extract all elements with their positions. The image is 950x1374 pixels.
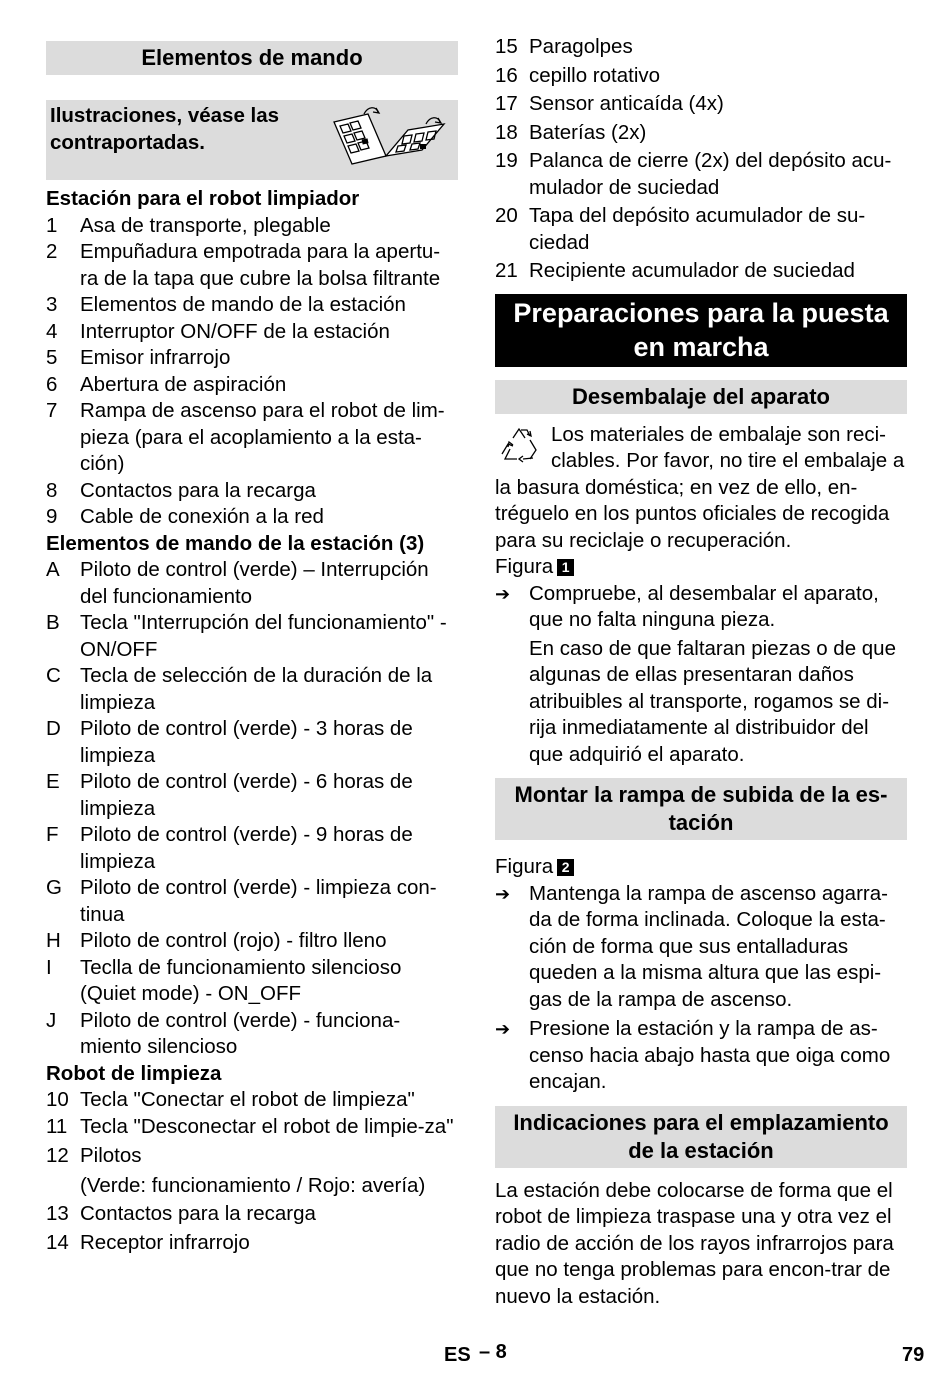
list-item: G Piloto de control (verde) - limpieza con-tinua [46, 876, 437, 926]
list-item: 14 Receptor infrarrojo [46, 1230, 250, 1254]
recycle-icon [497, 426, 541, 466]
list-item: 12 Pilotos [46, 1144, 142, 1167]
robot-items-list [46, 1087, 458, 1256]
list-item: 15 Paragolpes [495, 35, 633, 58]
list-item: 7 Rampa de ascenso para el robot de lim-pieza (para el acoplamiento a la esta-ción) [46, 399, 445, 475]
instruction-detail: En caso de que faltaran piezas o de que algunas de ellas presentaran daños atribuibles al transporte, rogamos se di-rija inmediatamente al distribuidor del que adquirió el aparato. [529, 636, 896, 766]
right-column [495, 0, 907, 1310]
section-heading-placement: Indicaciones para el emplazamiento de la estación [495, 1106, 907, 1168]
unpack-text: Los materiales de embalaje son reci-clables. Por favor, no tire el embalaje a la basura doméstica; en vez de ello, en-tréguelo en los puntos oficiales de recogida para su reciclaje o recuperación. [495, 422, 905, 552]
open-book-icon [326, 106, 450, 172]
instruction-text: Mantenga la rampa de ascenso agarra-da de forma inclinada. Coloque la esta-ción de forma que sus entalladuras queden a la misma altura que las espi-gas de la rampa de ascenso. [529, 881, 888, 1011]
figure-reference-2 [495, 854, 907, 881]
subheading-station-controls: Elementos de mando de la estación (3) [46, 531, 425, 555]
illustration-note-text: Ilustraciones, véase las contraportadas. [50, 104, 280, 154]
list-item: 17 Sensor anticaída (4x) [495, 92, 724, 115]
list-item: 21 Recipiente acumulador de suciedad [495, 259, 855, 282]
controls-items-list [46, 557, 458, 1061]
list-item: 18 Baterías (2x) [495, 120, 647, 144]
subheading-robot: Robot de limpieza [46, 1061, 222, 1085]
arrow-right-icon: ➔ [495, 883, 511, 904]
list-item: 10 Tecla "Conectar el robot de limpieza" [46, 1088, 415, 1111]
main-heading: Preparaciones para la puesta en marcha [495, 294, 907, 367]
station-items-list [46, 213, 458, 531]
figure-reference-1 [495, 554, 907, 581]
list-item: C Tecla de selección de la duración de la limpieza [46, 664, 433, 714]
footer-lang: ES [444, 1344, 471, 1366]
instruction-text: Compruebe, al desembalar el aparato, que no falta ninguna pieza. [529, 581, 879, 631]
list-item: 16 cepillo rotativo [495, 63, 661, 87]
figure-label: Figura [495, 555, 554, 578]
list-item: 8 Contactos para la recarga [46, 478, 316, 502]
figure-label: Figura [495, 855, 554, 878]
footer-local-page: – 8 [479, 1341, 507, 1363]
list-item: 13 Contactos para la recarga [46, 1202, 316, 1225]
section-heading-unpack: Desembalaje del aparato [495, 380, 907, 414]
subheading-station: Estación para el robot limpiador [46, 187, 360, 210]
instruction-step [495, 1016, 907, 1096]
arrow-right-icon: ➔ [495, 1019, 511, 1039]
arrow-right-icon: ➔ [495, 583, 511, 604]
list-item: I Teclla de funcionamiento silencioso (Quiet mode) - ON_OFF [46, 955, 402, 1005]
section-heading-ramp: Montar la rampa de subida de la es-tación [495, 778, 907, 840]
list-item: 6 Abertura de aspiración [46, 372, 287, 396]
list-item: 3 Elementos de mando de la estación [46, 293, 406, 316]
list-item: 9 Cable de conexión a la red [46, 505, 324, 528]
instruction-step [495, 581, 907, 634]
list-item: B Tecla "Interrupción del funcionamiento" - ON/OFF [46, 611, 447, 661]
page-number: 79 [902, 1344, 925, 1366]
list-item: H Piloto de control (rojo) - filtro lleno [46, 929, 387, 952]
list-item: 5 Emisor infrarrojo [46, 346, 231, 369]
instruction-step [495, 881, 907, 1014]
instruction-text: Presione la estación y la rampa de as-censo hacia abajo hasta que oiga como encajan. [529, 1017, 891, 1093]
list-item: J Piloto de control (verde) - funciona-miento silencioso [46, 1008, 401, 1058]
list-item: 11 Tecla "Desconectar el robot de limpie-za" [46, 1114, 454, 1138]
list-item: E Piloto de control (verde) - 6 horas de limpieza [46, 770, 413, 820]
list-item: 4 Interruptor ON/OFF de la estación [46, 319, 390, 343]
list-item: F Piloto de control (verde) - 9 horas de limpieza [46, 823, 413, 873]
unpack-paragraph [495, 422, 907, 555]
list-item: D Piloto de control (verde) - 3 horas de limpieza [46, 717, 413, 767]
left-column [46, 0, 458, 1256]
section-heading-controls: Elementos de mando [46, 41, 458, 75]
list-item-detail: (Verde: funcionamiento / Rojo: avería) [80, 1173, 426, 1197]
list-item: A Piloto de control (verde) – Interrupción del funcionamiento [46, 558, 429, 608]
figure-number-badge: 1 [557, 559, 574, 576]
parts-items-list [495, 34, 907, 285]
list-item: 19 Palanca de cierre (2x) del depósito acu-mulador de suciedad [495, 149, 892, 199]
figure-number-badge: 2 [557, 859, 574, 876]
list-item: 2 Empuñadura empotrada para la apertu-ra de la tapa que cubre la bolsa filtrante [46, 240, 441, 290]
placement-text: La estación debe colocarse de forma que el robot de limpieza traspase una y otra vez el radio de acción de los rayos infrarrojos para que no tenga problemas para encon-trar de nuevo la estación. [495, 1178, 894, 1308]
illustration-note-box [46, 100, 458, 180]
list-item: 20 Tapa del depósito acumulador de su-ciedad [495, 204, 866, 254]
list-item: 1 Asa de transporte, plegable [46, 213, 331, 237]
